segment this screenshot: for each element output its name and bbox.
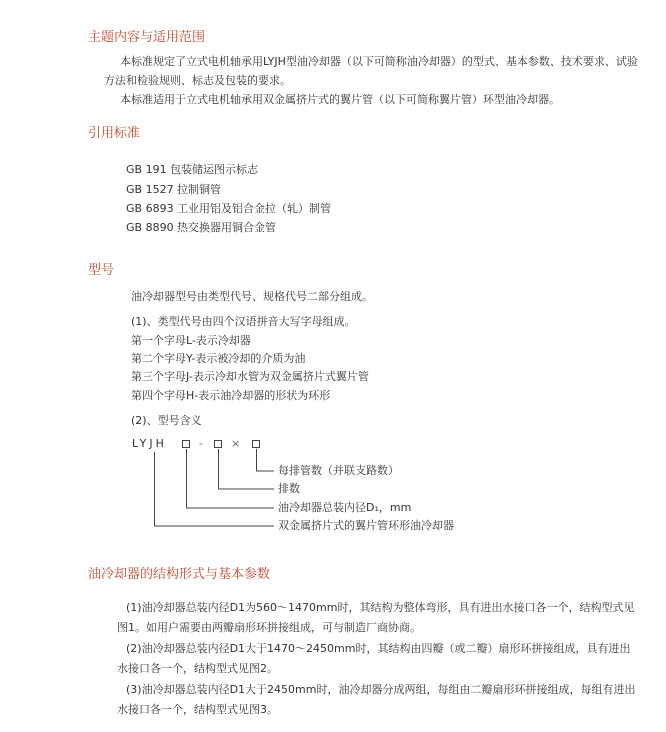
section-title-scope: 主题内容与适用范围: [88, 30, 206, 45]
leader-tubes: [257, 449, 275, 471]
letter-item: 第二个字母Y-表示被冷却的介质为油: [131, 352, 306, 365]
letter-item: 第四个字母H-表示油冷却器的形状为环形: [131, 389, 331, 402]
model-code: LYJH: [132, 437, 167, 450]
scope-line-1: 本标准规定了立式电机轴承用LYJH型油冷却器（以下可简称油冷却器）的型式、基本参数、技术要求、试验: [120, 55, 638, 68]
structure-paragraph-3: (3)油冷却器总装内径D1大于2450mm时，油冷却器分成两组，每组由二瓣扇形环拼接组成，每组有进出水接口各一个，结构型式见图3。: [117, 683, 636, 716]
letter-item: 第三个字母J-表示冷却水管为双金属挤片式翼片管: [131, 370, 369, 383]
section-title-references: 引用标准: [88, 126, 141, 141]
structure-paragraph-2: (2)油冷却器总装内径D1大于1470～2450mm时，其结构由四瓣（或二瓣）扇形环拼接组成，具有进出水接口各一个，结构型式见图2。: [117, 642, 631, 675]
section-title-structure: 油冷却器的结构形式与基本参数: [88, 567, 271, 582]
legend-type: 双金属挤片式的翼片管环形油冷却器: [278, 519, 454, 532]
section-title-model: 型号: [88, 263, 115, 278]
standard-item: GB 8890 热交换器用铜合金管: [126, 221, 277, 234]
leader-diameter: [187, 449, 275, 508]
model-intro: 油冷却器型号由类型代号、规格代号二部分组成。: [131, 290, 373, 303]
leader-rows: [219, 449, 275, 489]
model-times: ×: [231, 437, 241, 450]
scope-paragraph-2: 本标准适用于立式电机轴承用双金属挤片式的翼片管（以下可简称翼片管）环型油冷却器。: [120, 93, 560, 106]
legend-rows: 排数: [278, 482, 300, 495]
standard-item: GB 191 包装储运图示标志: [126, 163, 259, 176]
model-sub2: (2)、型号含义: [131, 414, 202, 427]
standard-item: GB 6893 工业用铝及铝合金拉（轧）制管: [126, 202, 332, 215]
letter-item: 第一个字母L-表示冷却器: [131, 334, 251, 347]
legend-diameter: 油冷却器总装内径D₁，mm: [278, 501, 412, 514]
scope-line-2: 方法和检验规则、标志及包装的要求。: [104, 74, 291, 87]
standard-item: GB 1527 拉制铜管: [126, 183, 222, 196]
structure-paragraph-1: (1)油冷却器总装内径D1为560～1470mm时，其结构为整体弯形，具有进出水接口各一个，结构型式见图1。如用户需要由两瓣扇形环拼接组成，可与制造厂商协商。: [117, 601, 635, 634]
model-sub1: (1)、类型代号由四个汉语拼音大写字母组成。: [131, 315, 356, 328]
model-dash: -: [199, 437, 203, 450]
legend-tubes: 每排管数（并联支路数）: [278, 464, 399, 477]
